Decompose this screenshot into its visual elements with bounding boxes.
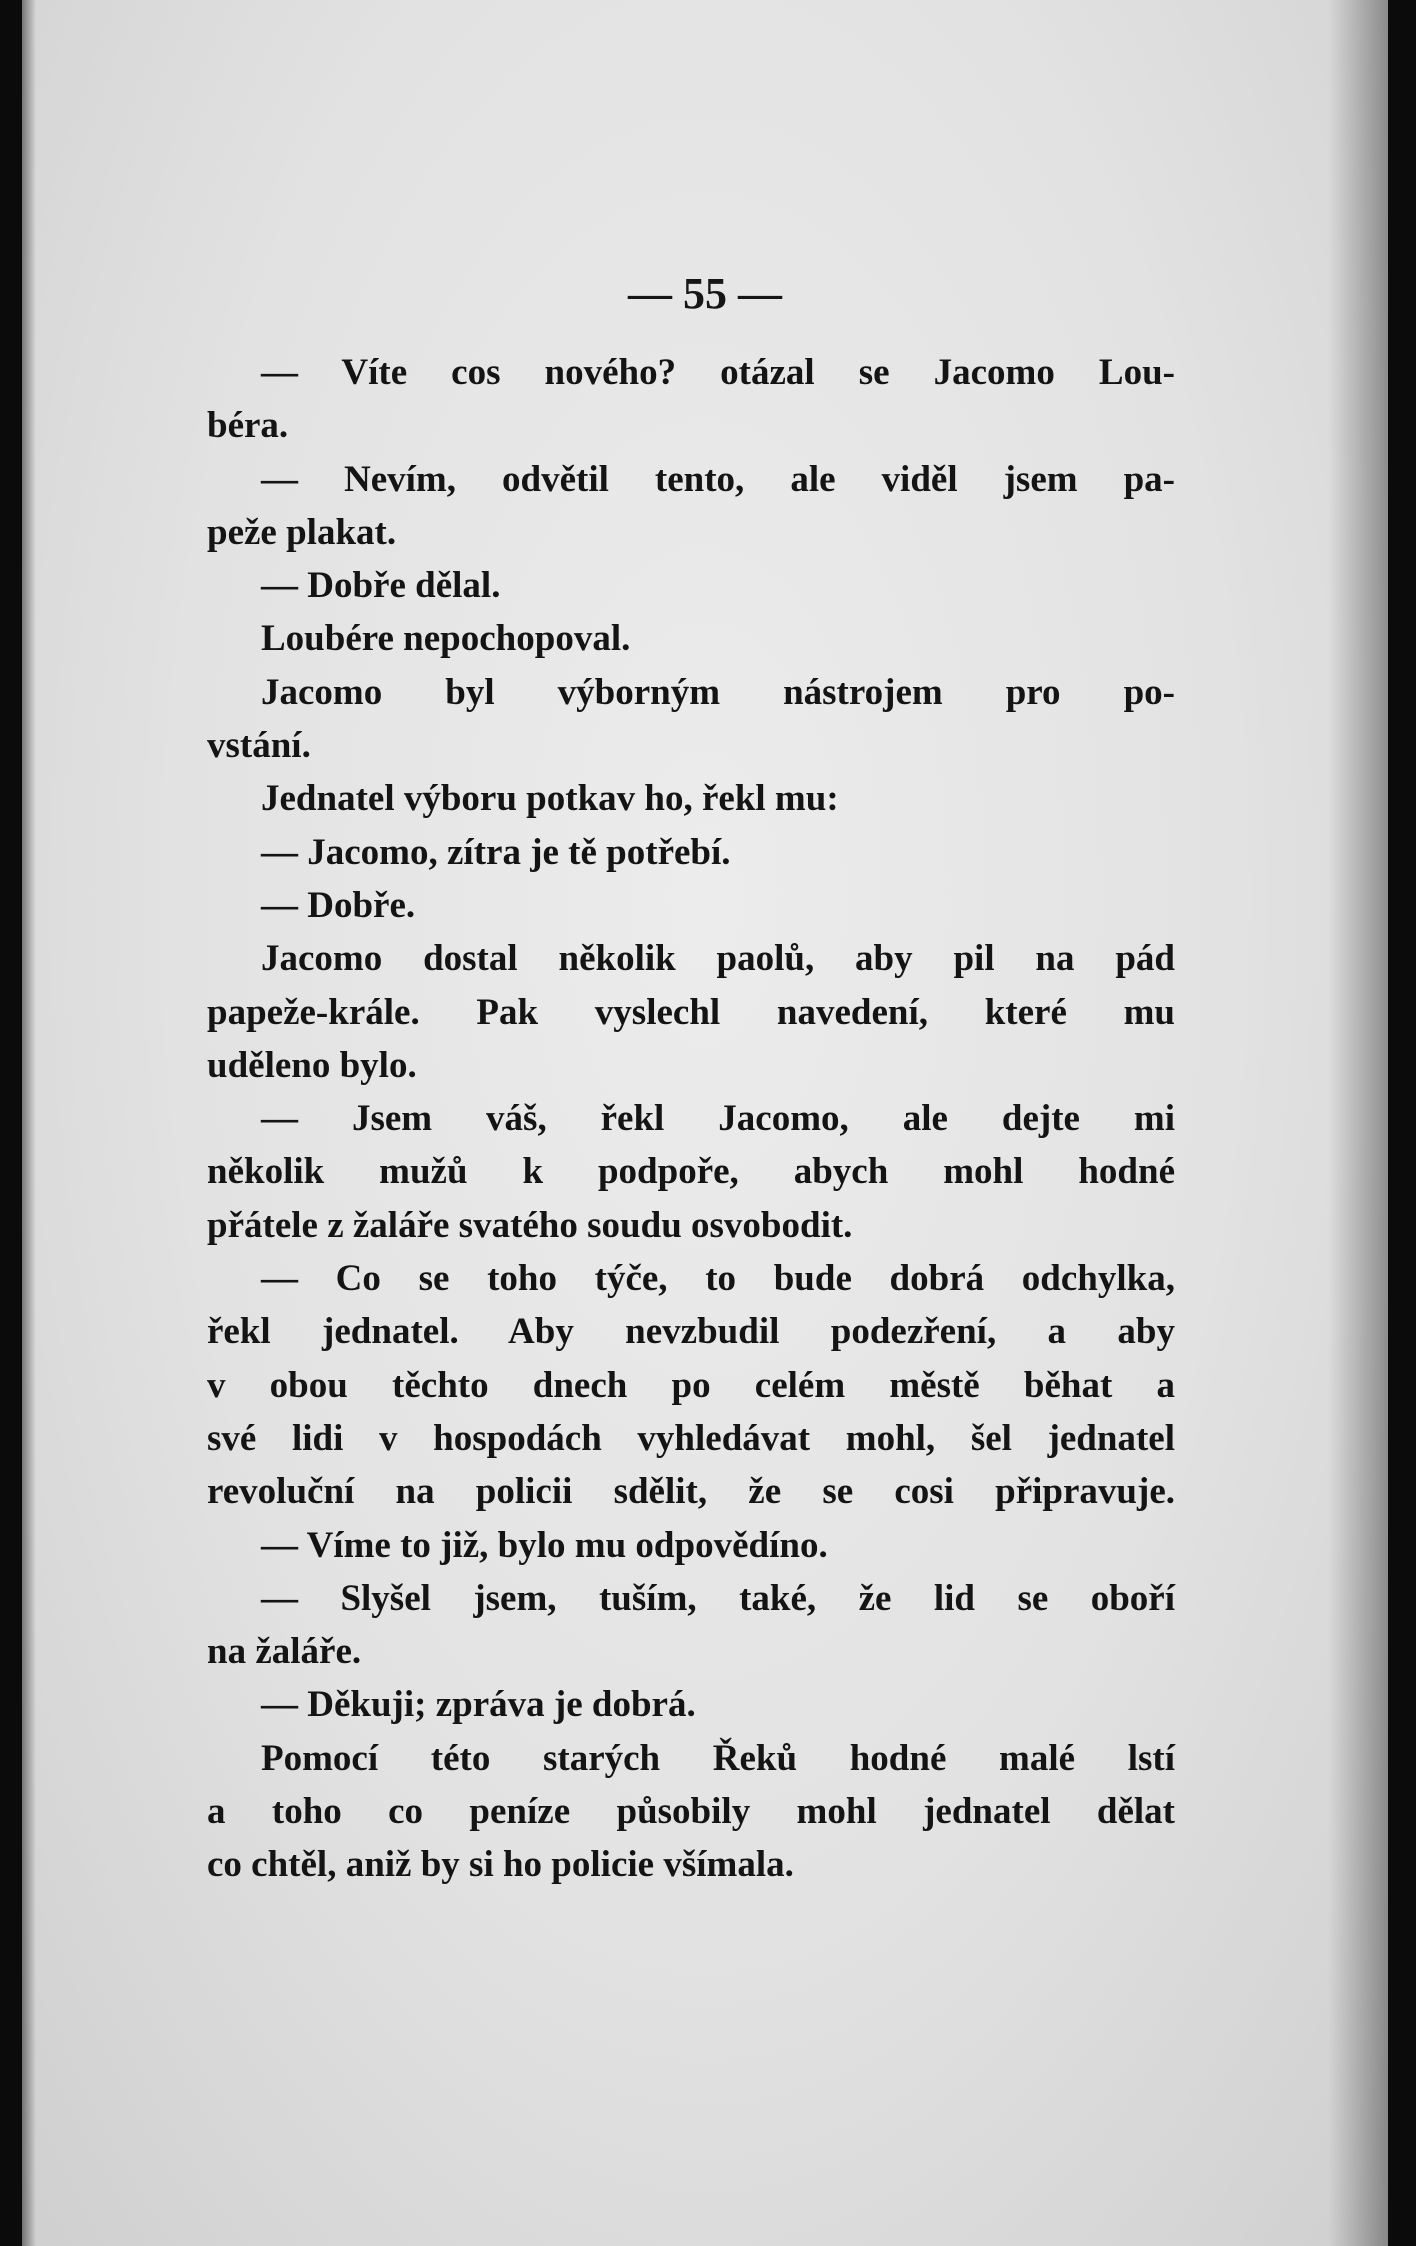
text-line: co chtěl, aniž by si ho policie všímala. [207,1844,794,1886]
text-line: své lidi v hospodách vyhledávat mohl, šel jednatel [207,1417,1175,1459]
text-line: a toho co peníze působily mohl jednatel dělat [207,1791,1175,1833]
text-line: — Dobře dělal. [261,565,501,607]
text-line: přátele z žaláře svatého soudu osvobodit. [207,1204,853,1246]
text-line: — Co se toho týče, to bude dobrá odchylka, [261,1258,1175,1300]
text-line: vstání. [207,725,311,767]
text-line: v obou těchto dnech po celém městě běhat a [207,1364,1175,1406]
text-line: Pomocí této starých Řeků hodné malé lstí [261,1737,1175,1779]
text-line: Jacomo byl výborným nástrojem pro po- [261,671,1175,713]
text-line: uděleno bylo. [207,1044,417,1086]
text-line: — Víte cos nového? otázal se Jacomo Lou- [261,352,1175,393]
text-line: béra. [207,405,289,447]
text-line: papeže-krále. Pak vyslechl navedení, které mu [207,991,1175,1033]
text-line: — Jacomo, zítra je tě potřebí. [261,831,731,873]
text-line: peže plakat. [207,511,397,553]
page-number: — 55 — [628,269,782,318]
text-line: — Nevím, odvětil tento, ale viděl jsem pa- [261,458,1175,500]
page-right-shadow [1328,0,1388,2246]
text-line: Jacomo dostal několik paolů, aby pil na pád [261,938,1175,980]
text-line: — Víme to již, bylo mu odpovědíno. [261,1524,828,1566]
book-page [22,0,1388,2246]
text-line: několik mužů k podpoře, abych mohl hodné [207,1151,1175,1193]
text-line: — Jsem váš, řekl Jacomo, ale dejte mi [261,1098,1175,1140]
text-line: — Slyšel jsem, tuším, také, že lid se oboří [261,1577,1175,1619]
page-left-edge [22,0,36,2246]
text-line: řekl jednatel. Aby nevzbudil podezření, a aby [207,1311,1175,1353]
body-text [207,346,1175,1892]
text-line: revoluční na policii sdělit, že se cosi připravuje. [207,1471,1175,1513]
text-line: Loubére nepochopoval. [261,618,631,660]
text-line: — Děkuji; zpráva je dobrá. [261,1684,696,1726]
text-line: na žaláře. [207,1631,362,1673]
text-line: — Dobře. [261,884,416,926]
text-line: Jednatel výboru potkav ho, řekl mu: [261,778,839,820]
